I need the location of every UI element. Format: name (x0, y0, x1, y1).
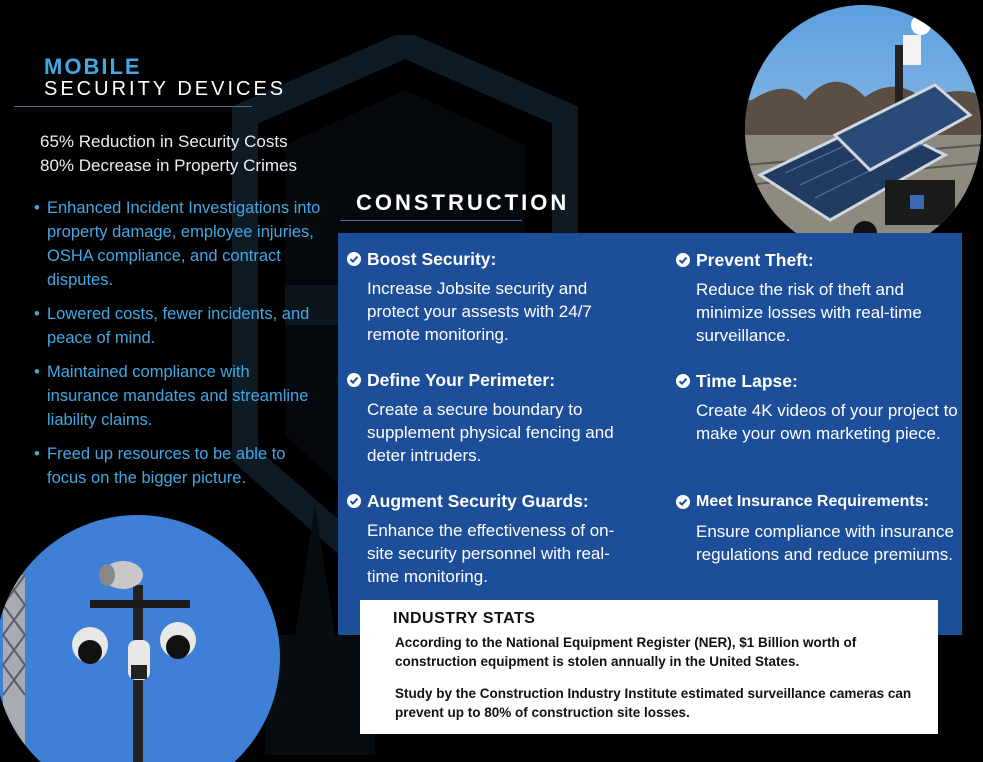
benefits-list (34, 196, 324, 500)
feature-desc: Create 4K videos of your project to make your own marketing piece. (696, 401, 958, 443)
feature-insurance (676, 491, 956, 566)
bullet-icon: • (34, 445, 40, 463)
industry-stats-box (360, 600, 938, 734)
feature-desc: Enhance the effectiveness of on-site security personnel with real-time monitoring. (367, 521, 615, 586)
bullet-icon: • (34, 363, 40, 381)
feature-desc: Ensure compliance with insurance regulations and reduce premiums. (696, 522, 954, 564)
benefit-item (34, 442, 324, 490)
feature-define-perimeter (347, 369, 637, 467)
check-circle-icon (347, 494, 361, 508)
feature-prevent-theft (676, 249, 966, 347)
feature-desc: Create a secure boundary to supplement physical fencing and deter intruders. (367, 400, 614, 465)
check-circle-icon (347, 252, 361, 266)
title-divider (14, 106, 252, 107)
feature-title: Augment Security Guards: (367, 491, 589, 511)
bullet-icon: • (34, 305, 40, 323)
construction-divider (340, 220, 522, 221)
title-line-1: MOBILE (44, 54, 142, 79)
check-circle-icon (347, 373, 361, 387)
construction-title: CONSTRUCTION (356, 190, 570, 215)
industry-stat-paragraph: According to the National Equipment Register (NER), $1 Billion worth of construction equipment is stolen annually in the United States. (395, 635, 857, 669)
solar-trailer-photo (745, 5, 981, 255)
feature-title-colon: : (923, 493, 929, 510)
feature-title: Boost Security: (367, 249, 497, 269)
industry-stat-paragraph: Study by the Construction Industry Institute estimated surveillance cameras can prevent up to 80% of construction site losses. (395, 686, 912, 720)
benefit-text: Enhanced Incident Investigations into property damage, employee injuries, OSHA compliance, and contract disputes. (47, 199, 321, 289)
feature-title: Define Your Perimeter: (367, 370, 556, 390)
feature-title: Meet Insurance Requirements (696, 493, 924, 510)
key-stats (40, 130, 297, 178)
feature-desc: Increase Jobsite security and protect your assests with 24/7 remote monitoring. (367, 279, 592, 344)
title-line-2: SECURITY DEVICES (44, 78, 287, 100)
stat-line: 65% Reduction in Security Costs (40, 132, 288, 151)
stat-line: 80% Decrease in Property Crimes (40, 156, 297, 175)
feature-boost-security (347, 248, 637, 346)
benefit-item (34, 360, 324, 432)
benefit-text: Lowered costs, fewer incidents, and peace of mind. (47, 305, 310, 347)
feature-augment-guards (347, 490, 637, 588)
check-circle-icon (676, 495, 690, 509)
bullet-icon: • (34, 199, 40, 217)
check-circle-icon (676, 374, 690, 388)
feature-title: Prevent Theft: (696, 250, 814, 270)
page-title (44, 56, 286, 100)
feature-time-lapse (676, 370, 966, 445)
benefit-text: Freed up resources to be able to focus on the bigger picture. (47, 445, 286, 487)
benefit-item (34, 196, 324, 292)
feature-title: Time Lapse: (696, 371, 798, 391)
benefit-text: Maintained compliance with insurance mandates and streamline liability claims. (47, 363, 309, 429)
feature-desc: Reduce the risk of theft and minimize losses with real-time surveillance. (696, 280, 922, 345)
check-circle-icon (676, 253, 690, 267)
industry-stats-title: INDUSTRY STATS (393, 610, 536, 627)
benefit-item (34, 302, 324, 350)
